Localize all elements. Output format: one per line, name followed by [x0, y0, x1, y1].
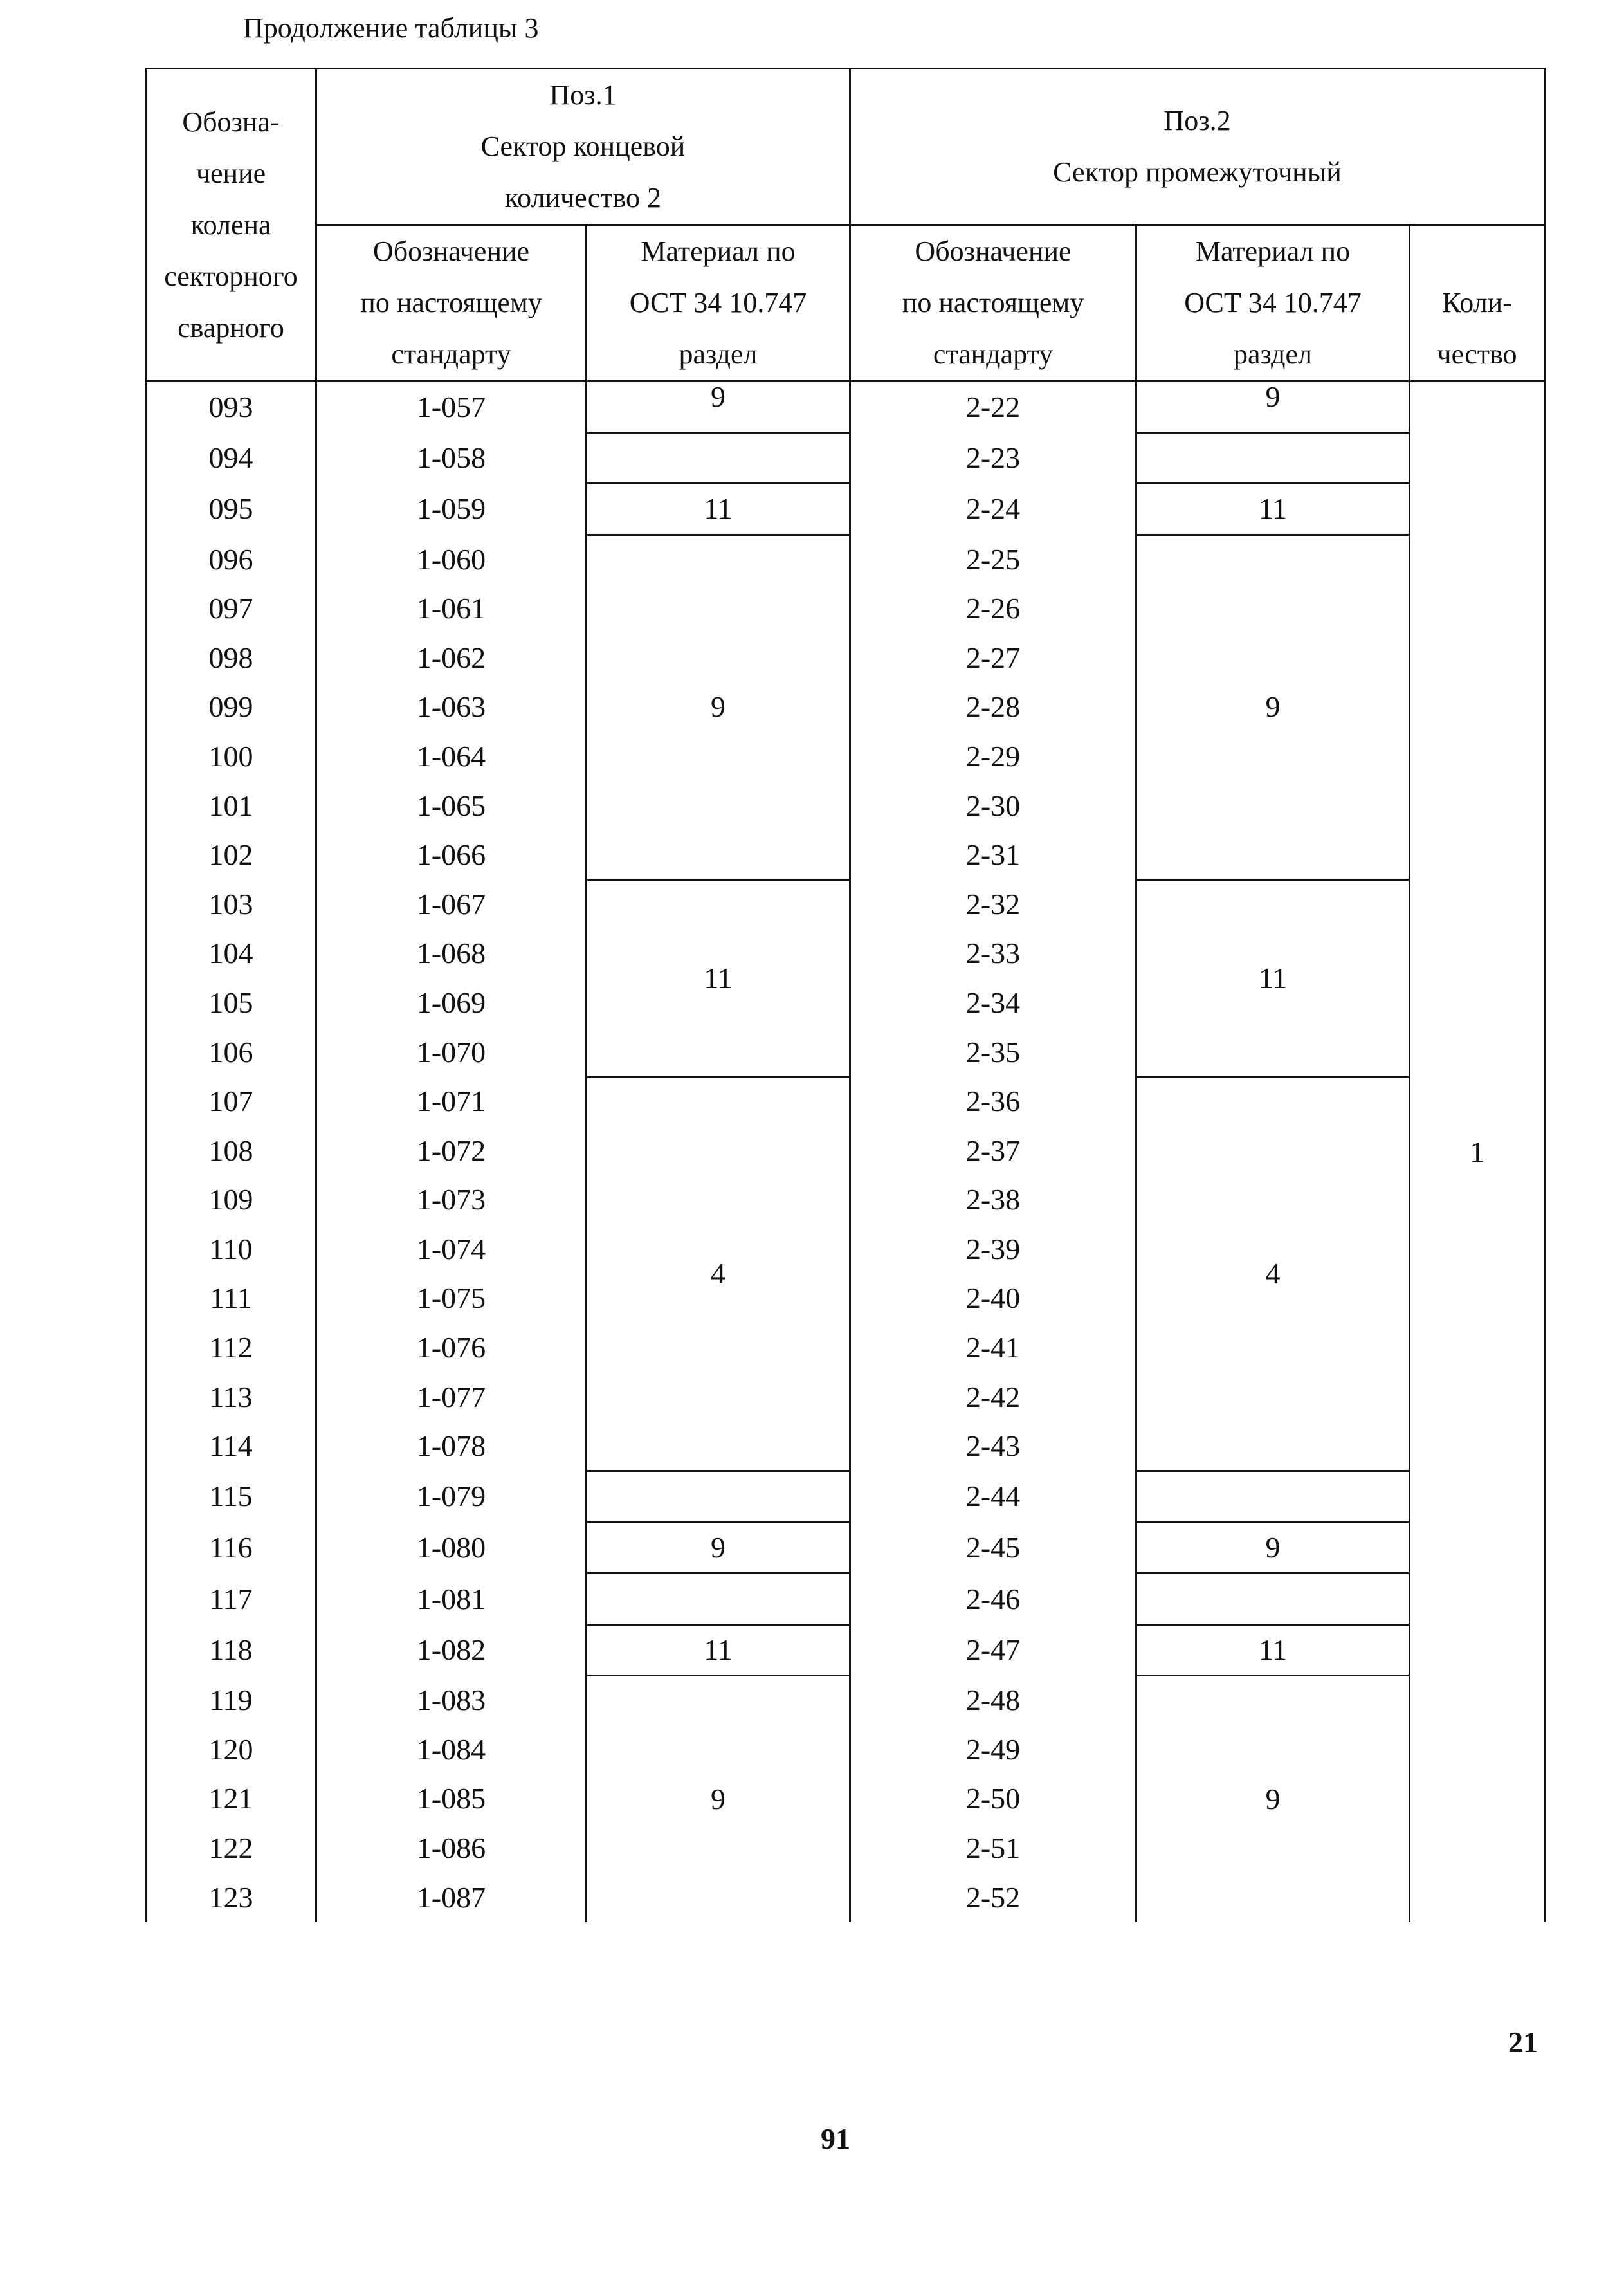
- pos1-designation-cell: 1-081: [316, 1574, 587, 1625]
- header-pos2-designation: Обозначение по настоящему стандарту: [850, 225, 1136, 381]
- pos1-designation-cell: 1-077: [316, 1372, 587, 1422]
- header-pos1-designation: Обозначение по настоящему стандарту: [316, 225, 587, 381]
- pos2-designation-cell: 2-29: [850, 732, 1136, 782]
- pos1-designation-cell: 1-080: [316, 1522, 587, 1574]
- table-row: [146, 1522, 1545, 1574]
- pos2-designation-cell: 2-26: [850, 584, 1136, 634]
- pos1-designation-cell: 1-068: [316, 929, 587, 978]
- pos1-designation-cell: 1-061: [316, 584, 587, 634]
- pos2-designation-cell: 2-31: [850, 831, 1136, 880]
- table-row: [146, 484, 1545, 535]
- pos1-designation-cell: 1-078: [316, 1422, 587, 1471]
- pos2-designation-cell: 2-46: [850, 1574, 1136, 1625]
- pos2-material-cell: 9: [1136, 1676, 1410, 1922]
- pos1-designation-cell: 1-069: [316, 978, 587, 1028]
- knee-designation-cell: 118: [146, 1624, 316, 1676]
- pos1-material-cell: 11: [587, 484, 850, 535]
- pos2-material-cell: [1136, 1471, 1410, 1523]
- pos1-designation-cell: 1-057: [316, 381, 587, 433]
- pos2-designation-cell: 2-28: [850, 683, 1136, 732]
- pos1-material-cell: 11: [587, 879, 850, 1076]
- knee-designation-cell: 114: [146, 1422, 316, 1471]
- table-caption: Продолжение таблицы 3: [243, 12, 539, 44]
- pos1-material-cell: 9: [587, 1522, 850, 1574]
- table-row: [146, 381, 1545, 433]
- pos2-designation-cell: 2-33: [850, 929, 1136, 978]
- pos2-material-cell: [1136, 1574, 1410, 1625]
- knee-designation-cell: 099: [146, 683, 316, 732]
- knee-designation-cell: 103: [146, 879, 316, 929]
- pos2-designation-cell: 2-52: [850, 1873, 1136, 1922]
- pos2-material-cell: 9: [1136, 381, 1410, 433]
- pos1-designation-cell: 1-075: [316, 1274, 587, 1323]
- pos2-designation-cell: 2-24: [850, 484, 1136, 535]
- header-pos1: Поз.1 Сектор концевой количество 2: [316, 69, 850, 225]
- pos1-designation-cell: 1-074: [316, 1225, 587, 1274]
- knee-designation-cell: 115: [146, 1471, 316, 1523]
- data-table: [145, 68, 1546, 1922]
- knee-designation-cell: 112: [146, 1323, 316, 1373]
- pos1-designation-cell: 1-084: [316, 1725, 587, 1775]
- pos2-designation-cell: 2-35: [850, 1027, 1136, 1077]
- knee-designation-cell: 095: [146, 484, 316, 535]
- knee-designation-cell: 116: [146, 1522, 316, 1574]
- pos1-material-cell: [587, 432, 850, 484]
- pos2-designation-cell: 2-47: [850, 1624, 1136, 1676]
- pos1-designation-cell: 1-086: [316, 1824, 587, 1873]
- pos1-material-cell: 9: [587, 535, 850, 879]
- pos2-designation-cell: 2-43: [850, 1422, 1136, 1471]
- pos1-designation-cell: 1-085: [316, 1774, 587, 1824]
- pos1-designation-cell: 1-066: [316, 831, 587, 880]
- sheet-number: 21: [1508, 2026, 1538, 2059]
- table-row: [146, 1574, 1545, 1625]
- pos2-designation-cell: 2-27: [850, 633, 1136, 683]
- pos2-designation-cell: 2-42: [850, 1372, 1136, 1422]
- pos1-designation-cell: 1-082: [316, 1624, 587, 1676]
- pos1-designation-cell: 1-079: [316, 1471, 587, 1523]
- pos1-material-cell: 11: [587, 1624, 850, 1676]
- knee-designation-cell: 122: [146, 1824, 316, 1873]
- pos1-designation-cell: 1-072: [316, 1126, 587, 1175]
- pos1-material-cell: 9: [587, 1676, 850, 1922]
- knee-designation-cell: 108: [146, 1126, 316, 1175]
- pos2-designation-cell: 2-39: [850, 1225, 1136, 1274]
- table-row: [146, 1676, 1545, 1725]
- pos1-designation-cell: 1-064: [316, 732, 587, 782]
- pos2-designation-cell: 2-44: [850, 1471, 1136, 1523]
- knee-designation-cell: 111: [146, 1274, 316, 1323]
- knee-designation-cell: 094: [146, 432, 316, 484]
- pos2-designation-cell: 2-36: [850, 1077, 1136, 1126]
- knee-designation-cell: 096: [146, 535, 316, 584]
- pos1-designation-cell: 1-059: [316, 484, 587, 535]
- pos1-designation-cell: 1-083: [316, 1676, 587, 1725]
- pos2-designation-cell: 2-41: [850, 1323, 1136, 1373]
- pos1-designation-cell: 1-060: [316, 535, 587, 584]
- pos1-designation-cell: 1-062: [316, 633, 587, 683]
- pos1-designation-cell: 1-087: [316, 1873, 587, 1922]
- knee-designation-cell: 107: [146, 1077, 316, 1126]
- page-number: 91: [821, 2122, 850, 2155]
- pos2-material-cell: 4: [1136, 1077, 1410, 1471]
- header-knee-designation: Обозна- чение колена секторного сварного: [146, 69, 316, 381]
- pos2-designation-cell: 2-37: [850, 1126, 1136, 1175]
- knee-designation-cell: 119: [146, 1676, 316, 1725]
- pos2-designation-cell: 2-49: [850, 1725, 1136, 1775]
- table-row: [146, 1471, 1545, 1523]
- knee-designation-cell: 120: [146, 1725, 316, 1775]
- pos2-designation-cell: 2-34: [850, 978, 1136, 1028]
- table-body: [146, 381, 1545, 1922]
- pos1-designation-cell: 1-058: [316, 432, 587, 484]
- knee-designation-cell: 093: [146, 381, 316, 433]
- pos1-material-cell: 4: [587, 1077, 850, 1471]
- pos1-designation-cell: 1-073: [316, 1175, 587, 1225]
- pos2-material-cell: 11: [1136, 1624, 1410, 1676]
- header-quantity: Коли- чество: [1410, 225, 1545, 381]
- pos2-designation-cell: 2-38: [850, 1175, 1136, 1225]
- pos2-designation-cell: 2-32: [850, 879, 1136, 929]
- pos2-designation-cell: 2-40: [850, 1274, 1136, 1323]
- pos2-designation-cell: 2-23: [850, 432, 1136, 484]
- pos2-material-cell: 9: [1136, 535, 1410, 879]
- knee-designation-cell: 106: [146, 1027, 316, 1077]
- knee-designation-cell: 109: [146, 1175, 316, 1225]
- knee-designation-cell: 100: [146, 732, 316, 782]
- pos2-designation-cell: 2-48: [850, 1676, 1136, 1725]
- pos2-designation-cell: 2-51: [850, 1824, 1136, 1873]
- pos2-designation-cell: 2-50: [850, 1774, 1136, 1824]
- header-row-1: [146, 69, 1545, 225]
- knee-designation-cell: 101: [146, 781, 316, 831]
- knee-designation-cell: 104: [146, 929, 316, 978]
- quantity-cell: 1: [1410, 381, 1545, 1922]
- table-row: [146, 535, 1545, 584]
- pos1-material-cell: [587, 1471, 850, 1523]
- pos1-designation-cell: 1-070: [316, 1027, 587, 1077]
- knee-designation-cell: 121: [146, 1774, 316, 1824]
- knee-designation-cell: 102: [146, 831, 316, 880]
- pos2-material-cell: 11: [1136, 879, 1410, 1076]
- knee-designation-cell: 097: [146, 584, 316, 634]
- header-pos2: Поз.2 Сектор промежуточный: [850, 69, 1545, 225]
- pos1-designation-cell: 1-076: [316, 1323, 587, 1373]
- knee-designation-cell: 123: [146, 1873, 316, 1922]
- pos2-designation-cell: 2-30: [850, 781, 1136, 831]
- header-pos2-material: Материал по ОСТ 34 10.747 раздел: [1136, 225, 1410, 381]
- pos2-designation-cell: 2-45: [850, 1522, 1136, 1574]
- header-row-2: [146, 225, 1545, 381]
- pos1-designation-cell: 1-065: [316, 781, 587, 831]
- knee-designation-cell: 113: [146, 1372, 316, 1422]
- pos1-material-cell: 9: [587, 381, 850, 433]
- pos1-designation-cell: 1-067: [316, 879, 587, 929]
- table-row: [146, 432, 1545, 484]
- pos1-designation-cell: 1-071: [316, 1077, 587, 1126]
- pos2-material-cell: [1136, 432, 1410, 484]
- table-row: [146, 1077, 1545, 1126]
- pos2-material-cell: 9: [1136, 1522, 1410, 1574]
- knee-designation-cell: 098: [146, 633, 316, 683]
- pos2-material-cell: 11: [1136, 484, 1410, 535]
- table-row: [146, 1624, 1545, 1676]
- header-pos1-material: Материал по ОСТ 34 10.747 раздел: [587, 225, 850, 381]
- table-row: [146, 879, 1545, 929]
- pos2-designation-cell: 2-22: [850, 381, 1136, 433]
- pos2-designation-cell: 2-25: [850, 535, 1136, 584]
- pos1-designation-cell: 1-063: [316, 683, 587, 732]
- knee-designation-cell: 110: [146, 1225, 316, 1274]
- knee-designation-cell: 105: [146, 978, 316, 1028]
- knee-designation-cell: 117: [146, 1574, 316, 1625]
- pos1-material-cell: [587, 1574, 850, 1625]
